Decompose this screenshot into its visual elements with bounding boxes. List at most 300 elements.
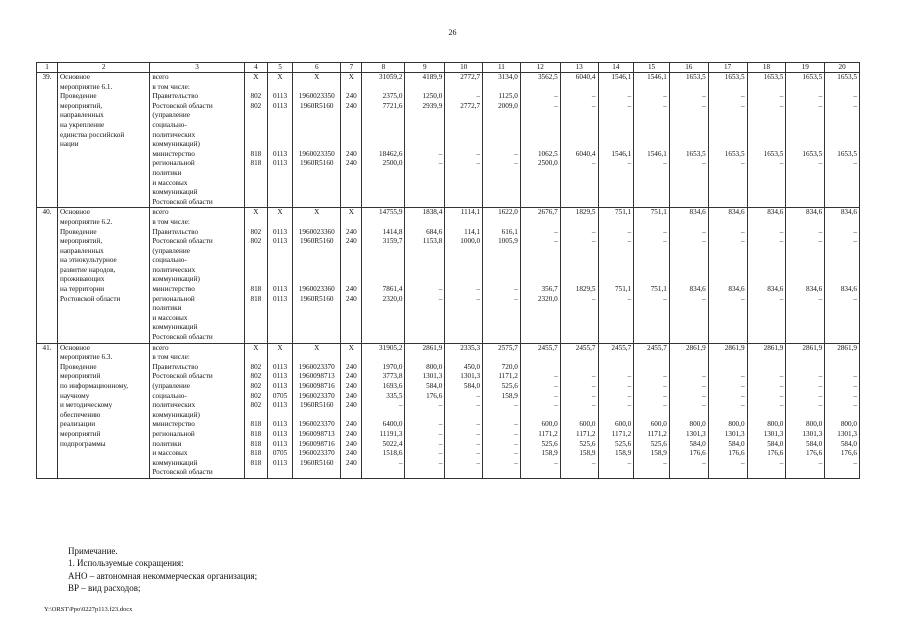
table-cell: – — [825, 159, 860, 169]
table-cell — [560, 188, 598, 198]
table-cell: 802 — [244, 392, 267, 402]
table-cell: X — [293, 343, 341, 353]
table-cell: – — [560, 237, 598, 247]
table-cell — [747, 140, 786, 150]
table-cell — [825, 275, 860, 285]
table-cell: 1960R5160 — [293, 102, 341, 112]
table-cell: X — [244, 208, 267, 218]
table-cell — [708, 314, 747, 324]
table-cell — [405, 323, 445, 333]
table-cell: 818 — [244, 285, 267, 295]
table-cell: 240 — [341, 401, 362, 411]
table-cell — [669, 323, 708, 333]
table-cell: – — [708, 237, 747, 247]
table-row — [37, 121, 860, 131]
table-cell — [267, 121, 292, 131]
table-cell: 31059,2 — [362, 73, 405, 83]
table-cell: единства российской — [57, 131, 149, 141]
table-cell — [786, 247, 825, 257]
table-cell: 834,6 — [786, 208, 825, 218]
table-cell — [244, 188, 267, 198]
table-cell — [520, 111, 560, 121]
table-cell — [708, 333, 747, 343]
table-cell: 1653,5 — [786, 73, 825, 83]
financing-table-container — [36, 62, 860, 479]
table-cell — [483, 266, 521, 276]
table-cell — [598, 314, 634, 324]
table-cell — [669, 140, 708, 150]
table-cell: министерство — [150, 285, 244, 295]
table-cell: – — [520, 102, 560, 112]
table-cell: Основное — [57, 208, 149, 218]
table-cell — [405, 218, 445, 228]
table-cell: 2861,9 — [786, 343, 825, 353]
table-cell: 1622,0 — [483, 208, 521, 218]
table-cell: 800,0 — [747, 420, 786, 430]
table-cell: 1653,5 — [747, 150, 786, 160]
table-cell: 751,1 — [598, 285, 634, 295]
table-cell: 1960023350 — [293, 92, 341, 102]
table-cell: 818 — [244, 449, 267, 459]
table-cell — [786, 363, 825, 373]
table-cell: X — [341, 208, 362, 218]
table-cell — [560, 304, 598, 314]
table-cell — [520, 411, 560, 421]
table-cell: 2861,9 — [669, 343, 708, 353]
table-cell: Проведение — [57, 228, 149, 238]
table-cell: 1960098716 — [293, 440, 341, 450]
table-cell: 2455,7 — [560, 343, 598, 353]
table-cell — [341, 179, 362, 189]
table-cell — [244, 169, 267, 179]
table-cell — [708, 363, 747, 373]
note-line: ВР – вид расходов; — [68, 582, 141, 593]
table-cell — [362, 179, 405, 189]
table-cell — [634, 140, 670, 150]
table-cell — [634, 314, 670, 324]
table-cell: – — [560, 102, 598, 112]
table-cell: – — [708, 102, 747, 112]
table-cell: – — [483, 150, 521, 160]
table-cell: 584,0 — [445, 382, 483, 392]
table-cell — [634, 353, 670, 363]
table-cell: 158,9 — [483, 392, 521, 402]
table-cell — [405, 304, 445, 314]
table-cell: 240 — [341, 363, 362, 373]
table-cell: 2861,9 — [747, 343, 786, 353]
table-cell — [341, 323, 362, 333]
table-cell — [267, 266, 292, 276]
table-cell: 1960R5160 — [293, 401, 341, 411]
table-cell: – — [483, 440, 521, 450]
table-cell — [747, 218, 786, 228]
table-cell: 3562,5 — [520, 73, 560, 83]
table-cell — [37, 449, 58, 459]
table-cell: 0113 — [267, 401, 292, 411]
table-cell: 1153,8 — [405, 237, 445, 247]
table-cell — [634, 333, 670, 343]
table-cell — [362, 121, 405, 131]
table-cell — [708, 179, 747, 189]
table-cell: – — [747, 102, 786, 112]
table-cell: – — [825, 401, 860, 411]
table-cell: направленных — [57, 247, 149, 257]
note-line: АНО – автономная некоммерческая организация; — [68, 570, 258, 581]
table-cell: 1546,1 — [598, 150, 634, 160]
table-cell — [786, 140, 825, 150]
column-header: 11 — [483, 63, 521, 73]
table-cell: – — [520, 92, 560, 102]
table-cell: 818 — [244, 420, 267, 430]
table-cell: 802 — [244, 92, 267, 102]
table-cell — [708, 266, 747, 276]
table-cell: 450,0 — [445, 363, 483, 373]
table-cell: 584,0 — [786, 440, 825, 450]
table-cell — [244, 83, 267, 93]
table-cell — [669, 169, 708, 179]
table-cell — [57, 459, 149, 469]
table-cell: 800,0 — [669, 420, 708, 430]
table-cell: – — [669, 237, 708, 247]
table-cell: 240 — [341, 92, 362, 102]
table-cell: 1005,9 — [483, 237, 521, 247]
table-cell: – — [560, 459, 598, 469]
table-cell: – — [598, 382, 634, 392]
table-cell — [362, 275, 405, 285]
table-cell — [634, 275, 670, 285]
table-cell: 158,9 — [634, 449, 670, 459]
table-cell: 525,6 — [483, 382, 521, 392]
table-cell: 1301,3 — [747, 430, 786, 440]
table-cell: 0113 — [267, 372, 292, 382]
table-cell — [483, 353, 521, 363]
table-cell: 1171,2 — [560, 430, 598, 440]
table-cell: – — [634, 372, 670, 382]
table-cell: – — [405, 285, 445, 295]
table-cell — [405, 83, 445, 93]
table-cell — [634, 304, 670, 314]
table-cell: Ростовской области — [150, 333, 244, 343]
table-cell: 240 — [341, 382, 362, 392]
table-cell — [520, 266, 560, 276]
table-cell — [445, 256, 483, 266]
table-cell: (управление — [150, 111, 244, 121]
table-cell: 584,0 — [747, 440, 786, 450]
table-cell — [293, 247, 341, 257]
table-cell: 1960R5160 — [293, 459, 341, 469]
table-cell: – — [483, 449, 521, 459]
table-cell: 1114,1 — [445, 208, 483, 218]
table-cell — [747, 121, 786, 131]
table-cell — [598, 83, 634, 93]
table-cell: 1301,3 — [786, 430, 825, 440]
table-cell — [37, 247, 58, 257]
table-cell: 1829,5 — [560, 285, 598, 295]
table-cell — [786, 188, 825, 198]
table-cell — [747, 266, 786, 276]
table-cell — [341, 411, 362, 421]
table-cell — [57, 188, 149, 198]
table-cell — [244, 323, 267, 333]
table-cell: – — [598, 159, 634, 169]
table-cell: 1546,1 — [634, 73, 670, 83]
table-cell: Основное — [57, 343, 149, 353]
table-cell: 39. — [37, 73, 58, 83]
table-cell — [267, 314, 292, 324]
table-cell: – — [669, 372, 708, 382]
table-cell: 800,0 — [708, 420, 747, 430]
table-row — [37, 228, 860, 238]
table-cell: – — [598, 102, 634, 112]
column-header: 16 — [669, 63, 708, 73]
table-cell: политических — [150, 266, 244, 276]
table-cell: – — [483, 159, 521, 169]
table-cell — [362, 266, 405, 276]
table-cell: 2009,0 — [483, 102, 521, 112]
table-cell — [362, 353, 405, 363]
table-cell: 2455,7 — [598, 343, 634, 353]
table-cell: 800,0 — [825, 420, 860, 430]
table-cell — [341, 169, 362, 179]
table-row — [37, 468, 860, 478]
table-cell: 240 — [341, 150, 362, 160]
table-cell — [560, 111, 598, 121]
table-cell — [445, 323, 483, 333]
table-cell: – — [483, 420, 521, 430]
table-cell: – — [825, 237, 860, 247]
column-header: 6 — [293, 63, 341, 73]
table-cell: – — [598, 459, 634, 469]
table-cell: и массовых — [150, 314, 244, 324]
table-cell: 2500,0 — [520, 159, 560, 169]
table-cell — [244, 353, 267, 363]
table-cell: Ростовской области — [57, 295, 149, 305]
table-cell: – — [669, 295, 708, 305]
table-cell: 834,6 — [708, 285, 747, 295]
table-cell — [341, 275, 362, 285]
table-cell — [244, 140, 267, 150]
table-cell — [747, 247, 786, 257]
table-cell — [293, 188, 341, 198]
table-cell: 1653,5 — [708, 73, 747, 83]
table-cell — [445, 218, 483, 228]
table-cell — [634, 188, 670, 198]
table-cell — [634, 198, 670, 208]
table-cell: 7721,6 — [362, 102, 405, 112]
table-cell — [405, 121, 445, 131]
table-cell — [244, 111, 267, 121]
table-cell: 240 — [341, 295, 362, 305]
table-cell — [362, 333, 405, 343]
table-cell — [267, 353, 292, 363]
table-cell: 0113 — [267, 382, 292, 392]
table-row — [37, 102, 860, 112]
column-header: 4 — [244, 63, 267, 73]
table-cell — [669, 266, 708, 276]
table-cell: 600,0 — [598, 420, 634, 430]
column-header: 7 — [341, 63, 362, 73]
table-cell: 1653,5 — [747, 73, 786, 83]
table-cell — [708, 169, 747, 179]
table-row — [37, 333, 860, 343]
table-cell — [362, 323, 405, 333]
table-cell — [708, 275, 747, 285]
table-cell: 584,0 — [708, 440, 747, 450]
table-cell: 800,0 — [405, 363, 445, 373]
table-cell — [598, 411, 634, 421]
table-cell: – — [634, 228, 670, 238]
table-cell — [267, 256, 292, 266]
table-cell — [598, 266, 634, 276]
table-cell — [708, 111, 747, 121]
table-cell: 2676,7 — [520, 208, 560, 218]
table-cell: Правительство — [150, 92, 244, 102]
table-cell — [483, 333, 521, 343]
table-cell: 1960023370 — [293, 363, 341, 373]
table-cell: 1838,4 — [405, 208, 445, 218]
table-cell: 11191,3 — [362, 430, 405, 440]
table-cell — [520, 323, 560, 333]
table-cell — [293, 218, 341, 228]
table-cell: 2320,0 — [362, 295, 405, 305]
table-cell — [267, 198, 292, 208]
table-cell: – — [598, 92, 634, 102]
table-cell: 1960023370 — [293, 449, 341, 459]
table-cell: – — [825, 92, 860, 102]
table-cell — [825, 140, 860, 150]
table-cell — [244, 131, 267, 141]
table-cell — [520, 256, 560, 266]
table-cell: 1171,2 — [483, 372, 521, 382]
table-cell — [37, 411, 58, 421]
table-cell: – — [405, 401, 445, 411]
column-header: 19 — [786, 63, 825, 73]
table-cell: – — [634, 459, 670, 469]
table-cell: коммуникаций) — [150, 140, 244, 150]
table-row — [37, 295, 860, 305]
table-cell: 0113 — [267, 237, 292, 247]
table-cell — [293, 131, 341, 141]
table-cell — [57, 159, 149, 169]
table-cell: – — [560, 92, 598, 102]
table-cell: 1960023370 — [293, 420, 341, 430]
table-cell — [669, 198, 708, 208]
table-cell: 0113 — [267, 285, 292, 295]
table-cell — [825, 304, 860, 314]
table-cell: – — [825, 459, 860, 469]
table-cell: всего — [150, 208, 244, 218]
note-line: 1. Используемые сокращения: — [68, 558, 184, 569]
table-cell: 1970,0 — [362, 363, 405, 373]
table-row — [37, 314, 860, 324]
table-cell: 18462,6 — [362, 150, 405, 160]
table-cell — [483, 179, 521, 189]
table-cell: 1171,2 — [634, 430, 670, 440]
table-cell — [405, 314, 445, 324]
table-cell — [825, 83, 860, 93]
table-cell: – — [825, 392, 860, 402]
table-cell: и массовых — [150, 449, 244, 459]
table-cell — [786, 304, 825, 314]
table-cell — [825, 121, 860, 131]
table-cell — [483, 111, 521, 121]
table-cell — [445, 179, 483, 189]
table-cell — [560, 247, 598, 257]
table-cell: – — [445, 449, 483, 459]
table-cell — [37, 440, 58, 450]
table-cell — [825, 468, 860, 478]
table-cell — [598, 121, 634, 131]
note-line: Примечание. — [68, 546, 118, 556]
table-cell — [244, 256, 267, 266]
table-cell — [293, 314, 341, 324]
table-cell — [483, 468, 521, 478]
table-cell: 1546,1 — [598, 73, 634, 83]
table-cell — [560, 198, 598, 208]
table-cell: 1960023360 — [293, 285, 341, 295]
table-cell: 1000,0 — [445, 237, 483, 247]
table-cell: 2455,7 — [520, 343, 560, 353]
table-cell: нации — [57, 140, 149, 150]
table-cell: 114,1 — [445, 228, 483, 238]
table-cell — [708, 247, 747, 257]
table-cell — [341, 314, 362, 324]
table-cell: 1171,2 — [598, 430, 634, 440]
financing-table — [36, 62, 860, 479]
table-cell — [669, 304, 708, 314]
table-cell: 1960R5160 — [293, 295, 341, 305]
table-cell: 525,6 — [560, 440, 598, 450]
table-cell: 1960098713 — [293, 430, 341, 440]
table-cell: – — [445, 420, 483, 430]
table-cell: – — [708, 92, 747, 102]
table-cell: – — [483, 285, 521, 295]
table-cell: всего — [150, 73, 244, 83]
table-cell: – — [560, 392, 598, 402]
table-cell — [341, 198, 362, 208]
table-cell — [708, 256, 747, 266]
table-cell: 818 — [244, 430, 267, 440]
table-cell — [362, 256, 405, 266]
table-row — [37, 401, 860, 411]
table-cell — [341, 333, 362, 343]
table-row — [37, 237, 860, 247]
table-cell — [786, 275, 825, 285]
table-cell: – — [445, 392, 483, 402]
table-cell: – — [483, 430, 521, 440]
table-row — [37, 420, 860, 430]
table-cell: 1653,5 — [825, 73, 860, 83]
table-cell: 4189,9 — [405, 73, 445, 83]
table-cell — [483, 188, 521, 198]
table-cell — [445, 275, 483, 285]
table-cell — [267, 131, 292, 141]
table-cell — [825, 169, 860, 179]
table-cell — [405, 111, 445, 121]
table-cell: 7861,4 — [362, 285, 405, 295]
table-cell: 1301,3 — [445, 372, 483, 382]
column-header: 18 — [747, 63, 786, 73]
table-cell: 1125,0 — [483, 92, 521, 102]
table-cell: – — [786, 92, 825, 102]
table-cell: 684,6 — [405, 228, 445, 238]
table-row — [37, 140, 860, 150]
table-cell — [708, 83, 747, 93]
table-cell — [708, 121, 747, 131]
table-cell — [560, 275, 598, 285]
table-cell: – — [825, 228, 860, 238]
table-cell — [445, 198, 483, 208]
